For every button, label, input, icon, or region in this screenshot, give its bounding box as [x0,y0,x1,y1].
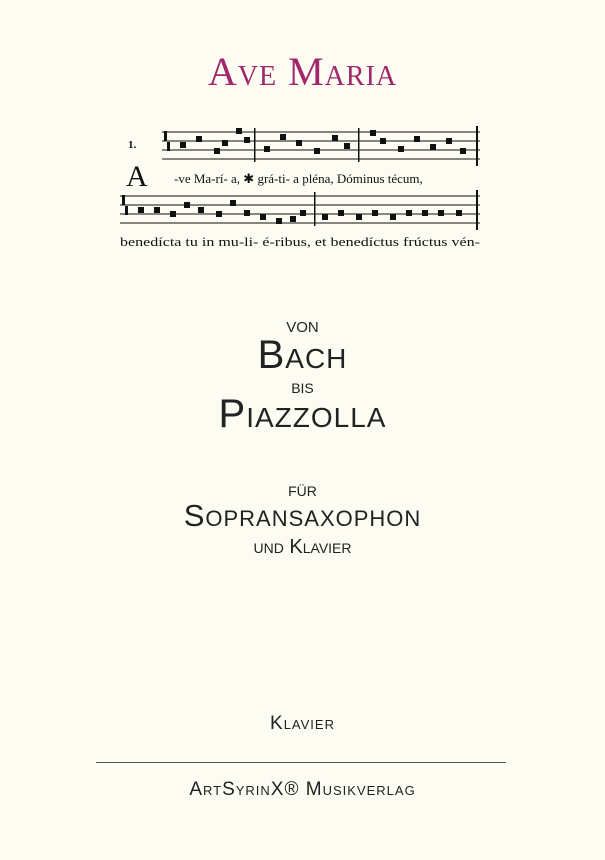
composer-start: Bach [257,333,348,377]
chant-mode-number: 1. [128,139,137,151]
cover-title: Ave Maria [207,49,398,94]
composer-end: Piazzolla [218,392,387,436]
from-label: von [286,312,319,337]
publisher-name: ArtSyrinX® Musikverlag [189,779,416,800]
accompaniment-label: und Klavier [253,536,352,558]
chant-initial: A [126,160,148,193]
chant-line-2-text: benedícta tu in mu-li- é-ribus, et benedíctus frúctus vén- [120,235,480,249]
chant-line-1-text: -ve Ma-rí- a, ✱ grá-ti- a pléna, Dóminus técum, [174,171,423,186]
chant-score [118,126,484,256]
for-label: für [288,479,317,501]
to-label: bis [291,376,314,398]
chant-excerpt [118,126,484,256]
instrument-name: Sopransaxophon [183,498,422,533]
part-label: Klavier [270,713,335,734]
divider-line [96,762,506,763]
